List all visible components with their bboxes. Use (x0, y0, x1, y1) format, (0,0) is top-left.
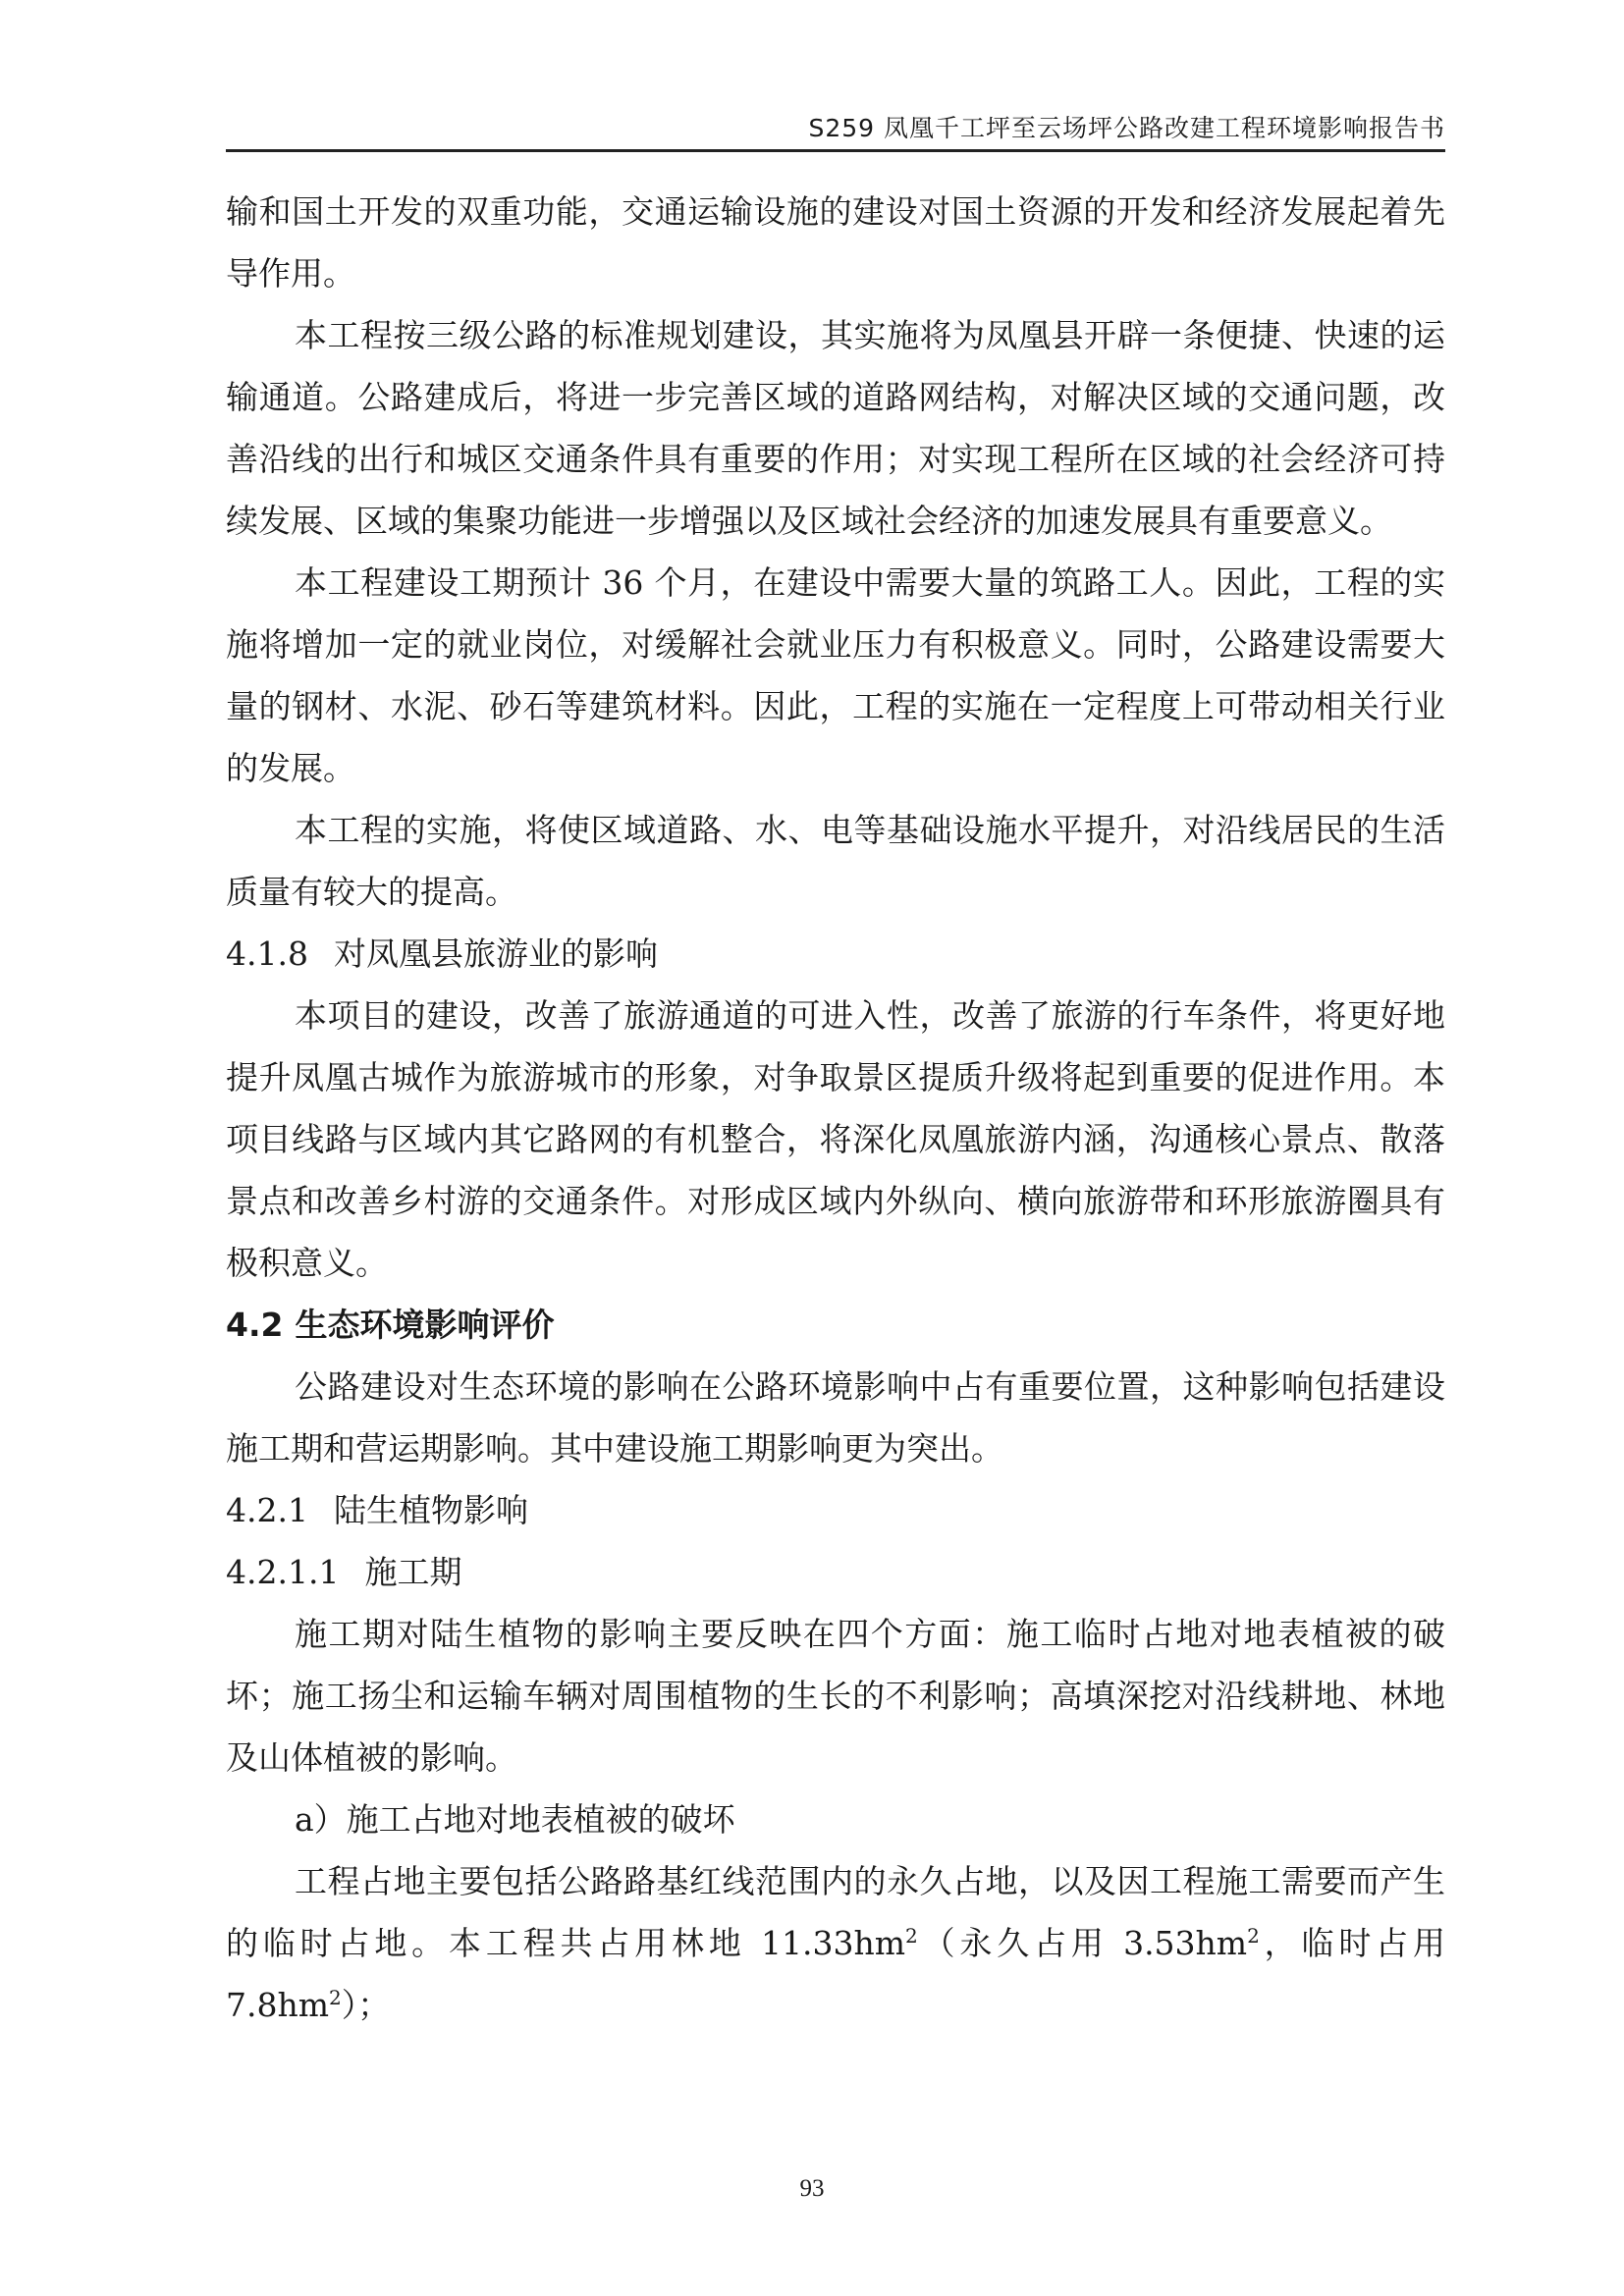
paragraph: 本工程建设工期预计 36 个月，在建设中需要大量的筑路工人。因此，工程的实施将增加一定的就业岗位，对缓解社会就业压力有积极意义。同时，公路建设需要大量的钢材、水泥、砂石等建筑材料。因此，工程的实施在一定程度上可带动相关行业的发展。 (226, 563, 1445, 787)
running-header: S259 凤凰千工坪至云场坪公路改建工程环境影响报告书 (226, 108, 1445, 152)
page-number: 93 (799, 2175, 825, 2202)
superscript: 2 (905, 1924, 918, 1948)
text-run: ，临时占用 7.8hm (226, 1924, 1446, 2024)
section-number: 4.2 (226, 1306, 284, 1344)
text-run: （永久占用 3.53hm (917, 1924, 1248, 1962)
paragraph-land-use (226, 1850, 1445, 2036)
section-heading-4-1-8 (226, 923, 1445, 985)
superscript: 2 (1247, 1924, 1260, 1948)
section-number: 4.1.8 (226, 934, 308, 973)
text-run: ）； (341, 1986, 391, 2024)
section-heading-4-2-1 (226, 1479, 1445, 1541)
section-title: 施工期 (364, 1553, 462, 1591)
section-heading-4-2-1-1 (226, 1541, 1445, 1603)
paragraph: 施工期对陆生植物的影响主要反映在四个方面：施工临时占地对地表植被的破坏；施工扬尘和运输车辆对周围植物的生长的不利影响；高填深挖对沿线耕地、林地及山体植被的影响。 (226, 1615, 1445, 1777)
section-title: 对凤凰县旅游业的影响 (333, 934, 658, 973)
section-title: 生态环境影响评价 (295, 1306, 555, 1344)
text-run: 工程占地主要包括公路路基红线范围内的永久占地，以及因工程施工需要而产生的临时占地。本工程共占用林地 11.33hm (226, 1862, 1445, 1962)
list-item-a: a）施工占地对地表植被的破坏 (295, 1800, 735, 1839)
paragraph: 公路建设对生态环境的影响在公路环境影响中占有重要位置，这种影响包括建设施工期和营运期影响。其中建设施工期影响更为突出。 (226, 1367, 1445, 1468)
page-body (226, 181, 1445, 2036)
section-heading-4-2 (226, 1294, 1445, 1356)
superscript: 2 (329, 1986, 342, 2009)
section-number: 4.2.1.1 (226, 1553, 340, 1591)
paragraph: 本工程按三级公路的标准规划建设，其实施将为凤凰县开辟一条便捷、快速的运输通道。公路建成后，将进一步完善区域的道路网结构，对解决区域的交通问题，改善沿线的出行和城区交通条件具有重要的作用；对实现工程所在区域的社会经济可持续发展、区域的集聚功能进一步增强以及区域社会经济的加速发展具有重要意义。 (226, 316, 1445, 540)
paragraph: 本项目的建设，改善了旅游通道的可进入性，改善了旅游的行车条件，将更好地提升凤凰古城作为旅游城市的形象，对争取景区提质升级将起到重要的促进作用。本项目线路与区域内其它路网的有机整合，将深化凤凰旅游内涵，沟通核心景点、散落景点和改善乡村游的交通条件。对形成区域内外纵向、横向旅游带和环形旅游圈具有极积意义。 (226, 996, 1445, 1282)
paragraph-continued: 输和国土开发的双重功能，交通运输设施的建设对国土资源的开发和经济发展起着先导作用。 (226, 192, 1445, 293)
paragraph: 本工程的实施，将使区域道路、水、电等基础设施水平提升，对沿线居民的生活质量有较大的提高。 (226, 811, 1445, 911)
section-title: 陆生植物影响 (333, 1491, 528, 1529)
section-number: 4.2.1 (226, 1491, 308, 1529)
